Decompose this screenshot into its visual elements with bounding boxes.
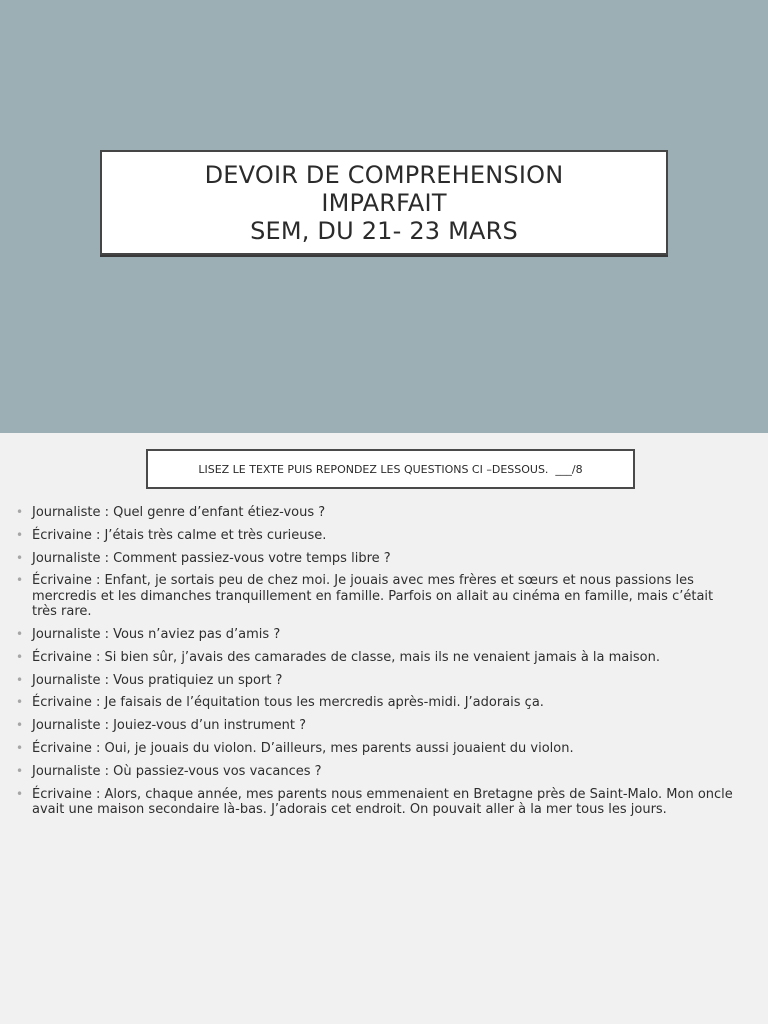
bullet-icon: • — [16, 573, 24, 588]
bullet-icon: • — [16, 786, 24, 801]
list-item-text: Journaliste : Vous n’aviez pas d’amis ? — [32, 627, 281, 642]
list-item-text: Écrivaine : Enfant, je sortais peu de chez moi. Je jouais avec mes frères et sœurs et nous passions les mercredis et les dimanches tranquillement en famille. Parfois on allait au cinéma en famille, mais c’était très rare. — [32, 573, 714, 620]
bullet-icon: • — [16, 505, 24, 519]
title-line-1: DEVOIR DE COMPREHENSION — [204, 160, 564, 189]
list-item-text: Journaliste : Vous pratiquiez un sport ? — [32, 672, 283, 688]
list-item — [0, 741, 768, 756]
bullet-icon: • — [16, 527, 24, 542]
bullet-icon: • — [16, 672, 24, 687]
list-item — [0, 718, 768, 733]
list-item — [0, 787, 768, 818]
list-item — [0, 505, 768, 520]
list-item-text: Journaliste : Comment passiez-vous votre temps libre ? — [32, 550, 391, 566]
bullet-icon: • — [16, 649, 24, 664]
content-slide — [0, 433, 768, 1024]
title-line-3: SEM, DU 21- 23 MARS — [250, 216, 518, 245]
bullet-icon: • — [16, 627, 24, 641]
title-line-2: IMPARFAIT — [321, 188, 447, 217]
list-item-text: Écrivaine : J’étais très calme et très curieuse. — [32, 527, 327, 543]
list-item — [0, 573, 768, 619]
list-item-text: Journaliste : Où passiez-vous vos vacances ? — [32, 763, 322, 779]
list-item-text: Écrivaine : Je faisais de l’équitation tous les mercredis après-midi. J’adorais ça. — [32, 695, 544, 711]
list-item-text: Journaliste : Jouiez-vous d’un instrument ? — [32, 718, 307, 734]
dialogue-list — [0, 505, 768, 825]
bullet-icon: • — [16, 718, 24, 733]
title-slide — [0, 0, 768, 433]
list-item — [0, 695, 768, 710]
bullet-icon: • — [16, 695, 24, 710]
list-item-text: Écrivaine : Alors, chaque année, mes parents nous emmenaient en Bretagne près de Saint-Malo. Mon oncle avait une maison secondaire là-bas. J’adorais cet endroit. On pouvait aller à la mer tous les jours. — [32, 786, 733, 817]
list-item — [0, 650, 768, 665]
list-item — [0, 627, 768, 642]
list-item-text: Écrivaine : Oui, je jouais du violon. D’ailleurs, mes parents aussi jouaient du violon. — [32, 740, 574, 756]
instruction-box: LISEZ LE TEXTE PUIS REPONDEZ LES QUESTIONS CI –DESSOUS. ___/8 — [146, 449, 635, 489]
list-item — [0, 528, 768, 543]
list-item — [0, 764, 768, 779]
bullet-icon: • — [16, 740, 24, 755]
bullet-icon: • — [16, 550, 24, 565]
list-item — [0, 673, 768, 688]
list-item-text: Journaliste : Quel genre d’enfant étiez-vous ? — [32, 505, 326, 520]
bullet-icon: • — [16, 763, 24, 778]
list-item — [0, 551, 768, 566]
title-box — [100, 150, 668, 255]
list-item-text: Écrivaine : Si bien sûr, j’avais des camarades de classe, mais ils ne venaient jamais à la maison. — [32, 649, 660, 665]
